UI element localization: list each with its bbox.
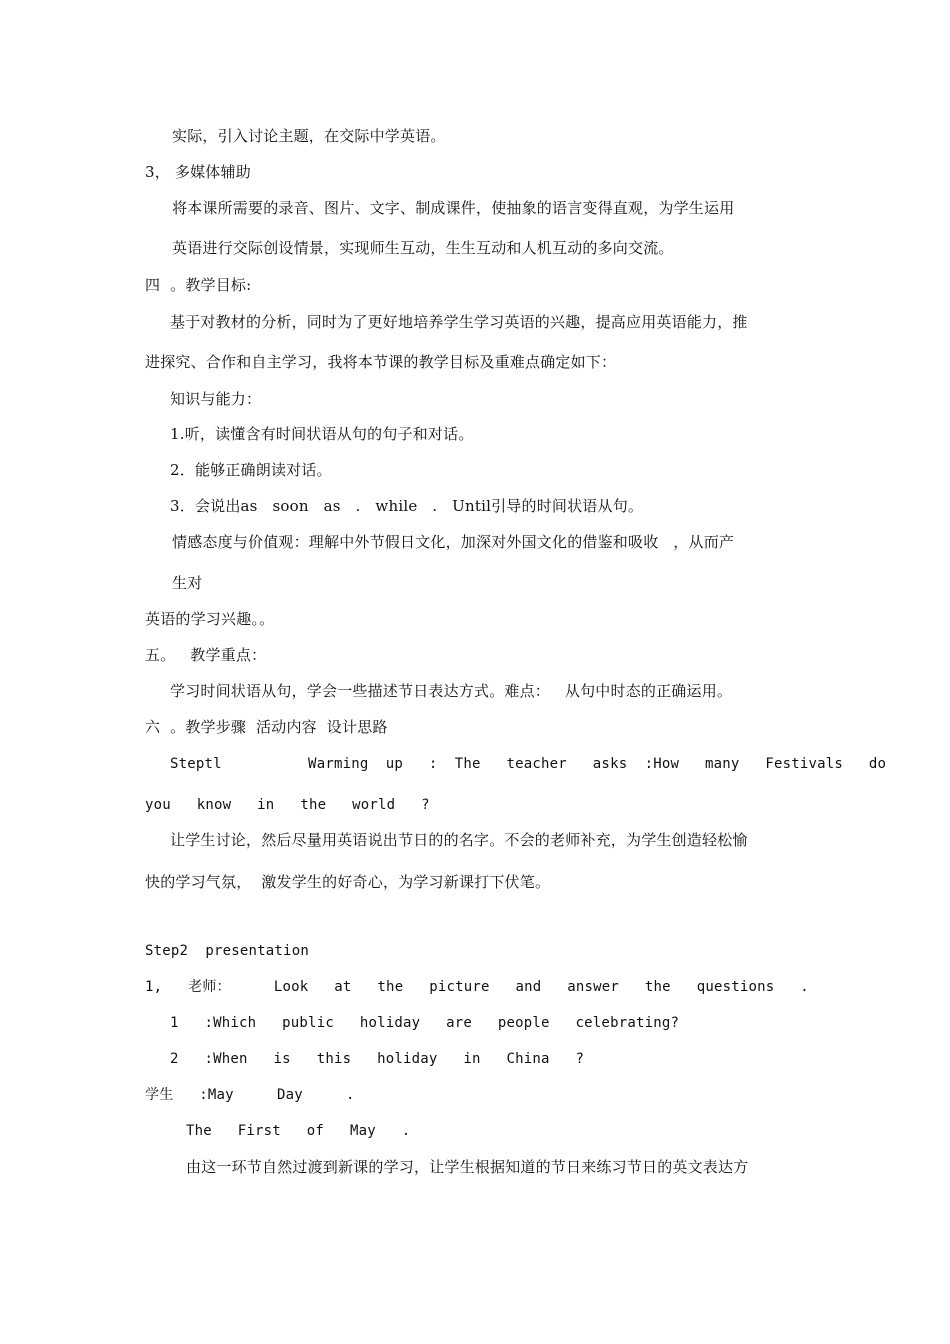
step1-line-2: you know in the world ? bbox=[145, 797, 430, 813]
text-line-4: 英语进行交际创设情景，实现师生互动，生生互动和人机互动的多向交流。 bbox=[172, 239, 674, 257]
text-line-20: 让学生讨论，然后尽量用英语说出节日的的名字。不会的老师补充，为学生创造轻松愉 bbox=[170, 831, 748, 849]
answer-line: The First of May . bbox=[186, 1123, 411, 1139]
section-heading-four: 四 。教学目标: bbox=[145, 276, 252, 294]
text-line-6: 基于对教材的分析，同时为了更好地培养学生学习英语的兴趣，提高应用英语能力，推 bbox=[170, 313, 748, 331]
teacher-line: 1, 老师： Look at the picture and answer the questions . bbox=[145, 979, 809, 995]
student-line: 学生 :May Day . bbox=[145, 1087, 355, 1103]
text-line-16: 学习时间状语从句，学会一些描述节日表达方式。难点： 从句中时态的正确运用。 bbox=[170, 682, 733, 700]
text-line-1: 实际，引入讨论主题，在交际中学英语。 bbox=[172, 127, 446, 145]
text-line-3: 将本课所需要的录音、图片、文字、制成课件，使抽象的语言变得直观，为学生运用 bbox=[172, 199, 735, 217]
text-line-21: 快的学习气氛， 激发学生的好奇心，为学习新课打下伏笔。 bbox=[145, 873, 551, 891]
list-item-3: 3．会说出as soon as . while . Until引导的时间状语从句。 bbox=[170, 497, 644, 515]
question-2: 2 :When is this holiday in China ? bbox=[170, 1051, 585, 1067]
text-line-2: 3， 多媒体辅助 bbox=[145, 163, 251, 181]
step2-heading: Step2 presentation bbox=[145, 943, 309, 959]
section-heading-six: 六 。教学步骤 活动内容 设计思路 bbox=[145, 718, 388, 736]
text-line-14: 英语的学习兴趣。。 bbox=[145, 610, 275, 628]
list-item-1: 1.听，读懂含有时间状语从句的句子和对话。 bbox=[170, 425, 474, 443]
text-line-7: 进探究、合作和自主学习，我将本节课的教学目标及重难点确定如下： bbox=[145, 353, 617, 371]
question-1: 1 :Which public holiday are people celebrating? bbox=[170, 1015, 680, 1031]
text-line-28: 由这一环节自然过渡到新课的学习，让学生根据知道的节日来练习节日的英文表达方 bbox=[186, 1158, 749, 1176]
step1-line-1: Steptl Warming up : The teacher asks :How many Festivals do bbox=[170, 756, 887, 772]
subheading-knowledge: 知识与能力： bbox=[170, 390, 262, 408]
section-heading-five: 五。 教学重点： bbox=[145, 646, 267, 664]
text-line-13: 生对 bbox=[172, 574, 203, 592]
text-line-12: 情感态度与价值观：理解中外节假日文化，加深对外国文化的借鉴和吸收 ，从而产 bbox=[172, 533, 735, 551]
list-item-2: 2．能够正确朗读对话。 bbox=[170, 461, 332, 479]
